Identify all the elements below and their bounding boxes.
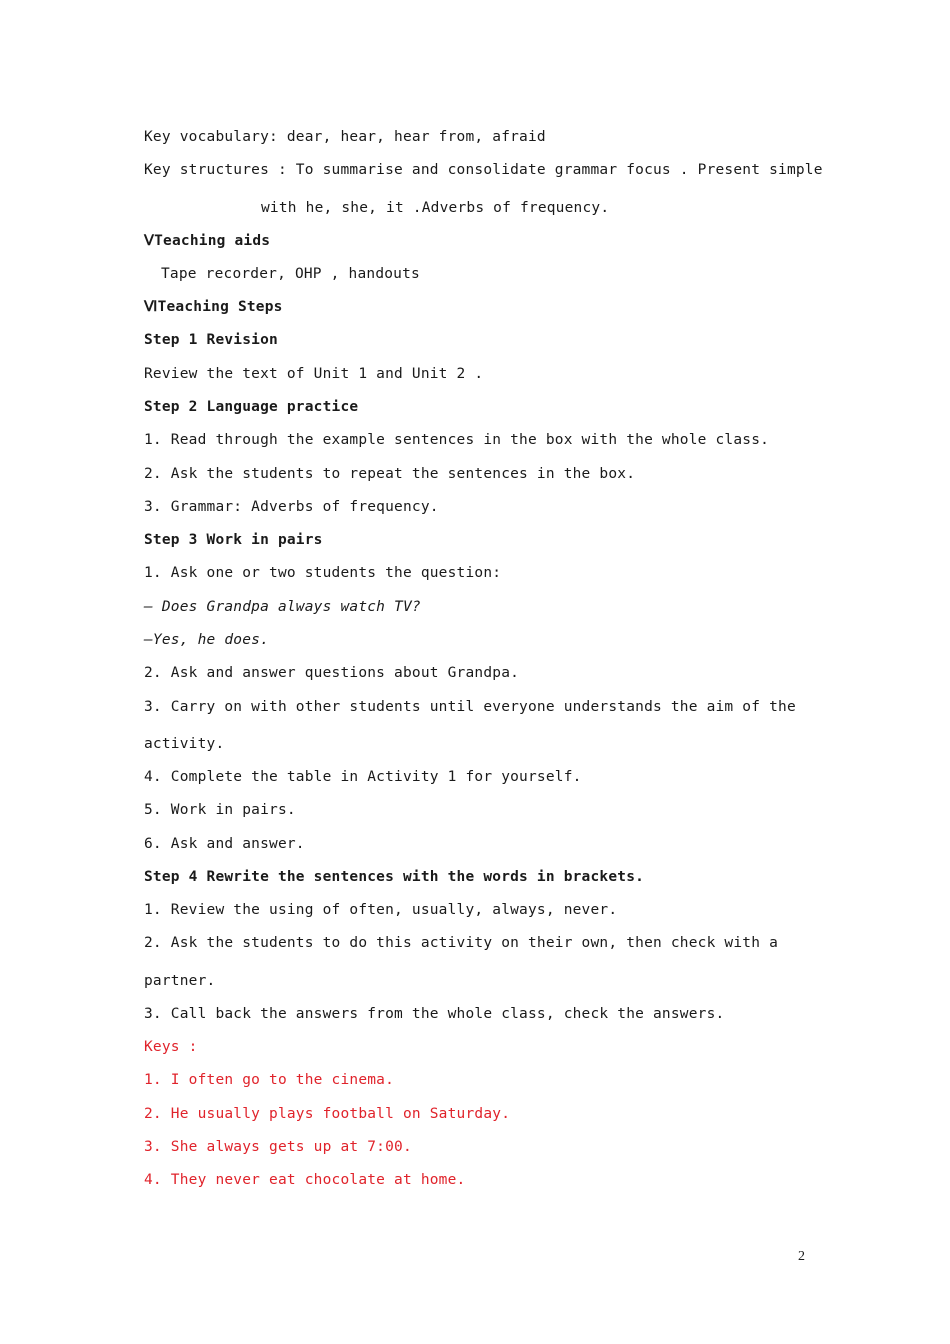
step-4-item-1: 1. Review the using of often, usually, always, never. (144, 902, 618, 918)
dialogue-answer: —Yes, he does. (144, 632, 270, 648)
key-answer-4: 4. They never eat chocolate at home. (144, 1172, 466, 1188)
step-2-heading: Step 2 Language practice (144, 399, 359, 415)
dialogue-question: — Does Grandpa always watch TV? (144, 599, 421, 615)
teaching-aids-text: Tape recorder, OHP , handouts (161, 266, 420, 282)
keys-heading: Keys : (144, 1039, 198, 1055)
key-answer-1: 1. I often go to the cinema. (144, 1072, 395, 1088)
step-4-heading: Step 4 Rewrite the sentences with the words in brackets. (144, 869, 645, 885)
step-2-item-1: 1. Read through the example sentences in the box with the whole class. (144, 432, 770, 448)
key-answer-3: 3. She always gets up at 7:00. (144, 1139, 412, 1155)
step-3-item-3: 3. Carry on with other students until everyone understands the aim of the (144, 699, 796, 715)
step-3-item-1: 1. Ask one or two students the question: (144, 565, 502, 581)
step-4-item-2-continuation: partner. (144, 973, 216, 989)
step-4-item-3: 3. Call back the answers from the whole class, check the answers. (144, 1006, 725, 1022)
step-3-item-6: 6. Ask and answer. (144, 836, 305, 852)
key-structures-continuation: with he, she, it .Adverbs of frequency. (261, 200, 610, 216)
key-vocabulary-line: Key vocabulary: dear, hear, hear from, afraid (144, 129, 546, 145)
step-3-item-3-continuation: activity. (144, 736, 225, 752)
step-4-item-2: 2. Ask the students to do this activity on their own, then check with a (144, 935, 779, 951)
step-1-heading: Step 1 Revision (144, 332, 278, 348)
step-2-item-2: 2. Ask the students to repeat the sentences in the box. (144, 466, 636, 482)
step-3-item-4: 4. Complete the table in Activity 1 for yourself. (144, 769, 582, 785)
page-number: 2 (798, 1249, 805, 1264)
key-structures-line: Key structures : To summarise and consolidate grammar focus . Present simple (144, 162, 823, 178)
step-3-item-2: 2. Ask and answer questions about Grandpa. (144, 665, 520, 681)
step-2-item-3: 3. Grammar: Adverbs of frequency. (144, 499, 439, 515)
step-1-text: Review the text of Unit 1 and Unit 2 . (144, 366, 484, 382)
key-answer-2: 2. He usually plays football on Saturday. (144, 1106, 511, 1122)
step-3-heading: Step 3 Work in pairs (144, 532, 323, 548)
teaching-steps-heading: ⅥTeaching Steps (144, 299, 283, 315)
teaching-aids-heading: ⅤTeaching aids (144, 233, 271, 249)
step-3-item-5: 5. Work in pairs. (144, 802, 296, 818)
